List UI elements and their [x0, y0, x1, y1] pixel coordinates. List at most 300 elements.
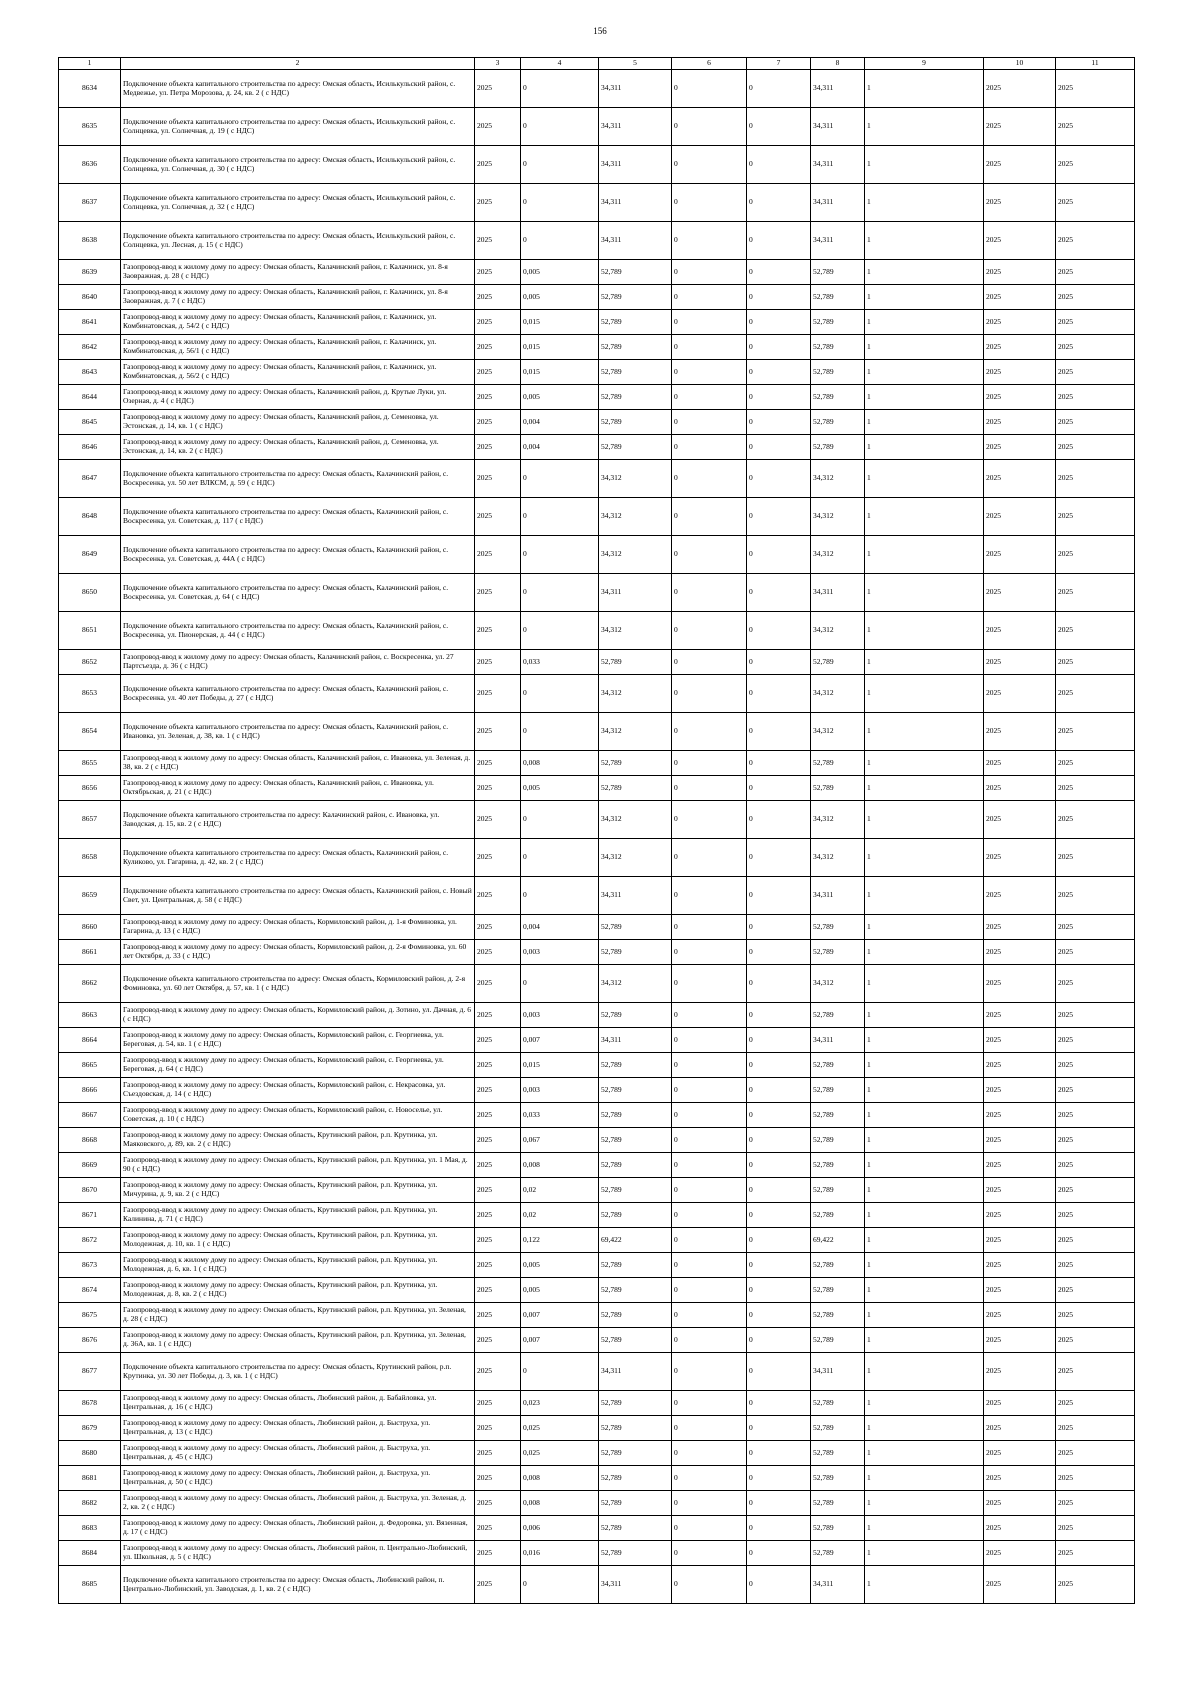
table-row	[59, 310, 1135, 335]
quantity: 1	[865, 940, 984, 965]
year: 2025	[475, 1391, 521, 1416]
year: 2025	[475, 222, 521, 260]
length-km: 0	[521, 713, 599, 751]
start-year: 2025	[984, 877, 1056, 915]
cost-col7: 0	[747, 801, 811, 839]
quantity: 1	[865, 1228, 984, 1253]
cost-total: 34,311	[599, 1566, 672, 1604]
year: 2025	[475, 1278, 521, 1303]
row-number: 8673	[59, 1253, 121, 1278]
object-name: Подключение объекта капитального строительства по адресу: Омская область, Калачинский район, с. Воскресенка, ул. Пионерская, д. 44 ( с НДС)	[121, 612, 475, 650]
cost-total: 34,312	[599, 713, 672, 751]
row-number: 8636	[59, 146, 121, 184]
table-row	[59, 1128, 1135, 1153]
quantity: 1	[865, 498, 984, 536]
quantity: 1	[865, 1416, 984, 1441]
row-number: 8678	[59, 1391, 121, 1416]
cost-col8: 52,789	[811, 1278, 865, 1303]
table-row	[59, 612, 1135, 650]
start-year: 2025	[984, 498, 1056, 536]
quantity: 1	[865, 260, 984, 285]
row-number: 8676	[59, 1328, 121, 1353]
year: 2025	[475, 1303, 521, 1328]
cost-col6: 0	[672, 385, 747, 410]
row-number: 8655	[59, 751, 121, 776]
start-year: 2025	[984, 1303, 1056, 1328]
length-km: 0,003	[521, 1078, 599, 1103]
quantity: 1	[865, 385, 984, 410]
object-name: Газопровод-ввод к жилому дому по адресу: Омская область, Кормиловский район, д. 1-я Фоминовка, ул. Гагарина, д. 13 ( с НДС)	[121, 915, 475, 940]
table-row	[59, 385, 1135, 410]
object-name: Газопровод-ввод к жилому дому по адресу: Омская область, Крутинский район, р.п. Крутинка, ул. Молодежная, д. 8, кв. 2 ( с НДС)	[121, 1278, 475, 1303]
cost-col7: 0	[747, 1278, 811, 1303]
end-year: 2025	[1056, 1328, 1135, 1353]
end-year: 2025	[1056, 260, 1135, 285]
start-year: 2025	[984, 260, 1056, 285]
quantity: 1	[865, 410, 984, 435]
cost-total: 52,789	[599, 385, 672, 410]
year: 2025	[475, 1203, 521, 1228]
start-year: 2025	[984, 385, 1056, 410]
object-name: Газопровод-ввод к жилому дому по адресу: Омская область, Любинский район, д. Быструха, ул. Центральная, д. 13 ( с НДС)	[121, 1416, 475, 1441]
cost-col7: 0	[747, 1178, 811, 1203]
cost-total: 52,789	[599, 776, 672, 801]
start-year: 2025	[984, 713, 1056, 751]
year: 2025	[475, 1566, 521, 1604]
start-year: 2025	[984, 1466, 1056, 1491]
end-year: 2025	[1056, 713, 1135, 751]
column-header: 1	[59, 58, 121, 70]
cost-col8: 34,312	[811, 498, 865, 536]
cost-col7: 0	[747, 184, 811, 222]
length-km: 0,015	[521, 335, 599, 360]
quantity: 1	[865, 460, 984, 498]
cost-col8: 52,789	[811, 1441, 865, 1466]
table-row	[59, 70, 1135, 108]
cost-col8: 52,789	[811, 1253, 865, 1278]
row-number: 8667	[59, 1103, 121, 1128]
row-number: 8672	[59, 1228, 121, 1253]
table-row	[59, 776, 1135, 801]
cost-col8: 34,311	[811, 877, 865, 915]
cost-col7: 0	[747, 915, 811, 940]
start-year: 2025	[984, 1028, 1056, 1053]
cost-col8: 34,311	[811, 574, 865, 612]
cost-col8: 52,789	[811, 1078, 865, 1103]
object-name: Газопровод-ввод к жилому дому по адресу: Омская область, Калачинский район, г. Калачинск, ул. Комбинатовская, д. 54/2 ( с НДС)	[121, 310, 475, 335]
object-name: Подключение объекта капитального строительства по адресу: Омская область, Исилькульский район, с. Медвежье, ул. Петра Морозова, д. 24, кв. 2 ( с НДС)	[121, 70, 475, 108]
cost-total: 34,311	[599, 877, 672, 915]
year: 2025	[475, 1028, 521, 1053]
length-km: 0	[521, 574, 599, 612]
length-km: 0	[521, 146, 599, 184]
object-name: Газопровод-ввод к жилому дому по адресу: Омская область, Крутинский район, р.п. Крутинка, ул. 1 Мая, д. 90 ( с НДС)	[121, 1153, 475, 1178]
object-name: Газопровод-ввод к жилому дому по адресу: Омская область, Калачинский район, д. Крутые Луки, ул. Озерная, д. 4 ( с НДС)	[121, 385, 475, 410]
row-number: 8645	[59, 410, 121, 435]
end-year: 2025	[1056, 410, 1135, 435]
cost-col7: 0	[747, 222, 811, 260]
length-km: 0,008	[521, 1153, 599, 1178]
cost-col6: 0	[672, 1466, 747, 1491]
cost-col8: 52,789	[811, 385, 865, 410]
cost-col7: 0	[747, 965, 811, 1003]
end-year: 2025	[1056, 940, 1135, 965]
end-year: 2025	[1056, 1391, 1135, 1416]
year: 2025	[475, 1353, 521, 1391]
cost-col6: 0	[672, 965, 747, 1003]
quantity: 1	[865, 1441, 984, 1466]
cost-col8: 52,789	[811, 1153, 865, 1178]
quantity: 1	[865, 1153, 984, 1178]
table-row	[59, 1441, 1135, 1466]
length-km: 0,004	[521, 410, 599, 435]
cost-col7: 0	[747, 675, 811, 713]
end-year: 2025	[1056, 776, 1135, 801]
row-number: 8660	[59, 915, 121, 940]
cost-col6: 0	[672, 1128, 747, 1153]
length-km: 0,033	[521, 650, 599, 675]
start-year: 2025	[984, 335, 1056, 360]
quantity: 1	[865, 1491, 984, 1516]
quantity: 1	[865, 574, 984, 612]
cost-col6: 0	[672, 713, 747, 751]
end-year: 2025	[1056, 310, 1135, 335]
row-number: 8640	[59, 285, 121, 310]
quantity: 1	[865, 310, 984, 335]
column-header: 6	[672, 58, 747, 70]
cost-col7: 0	[747, 385, 811, 410]
end-year: 2025	[1056, 184, 1135, 222]
end-year: 2025	[1056, 1441, 1135, 1466]
end-year: 2025	[1056, 1153, 1135, 1178]
length-km: 0,016	[521, 1541, 599, 1566]
object-name: Газопровод-ввод к жилому дому по адресу: Омская область, Крутинский район, р.п. Крутинка, ул. Маяковского, д. 89, кв. 2 ( с НДС)	[121, 1128, 475, 1153]
cost-total: 52,789	[599, 1491, 672, 1516]
cost-col8: 52,789	[811, 1203, 865, 1228]
object-name: Подключение объекта капитального строительства по адресу: Омская область, Исилькульский район, с. Солнцевка, ул. Солнечная, д. 30 ( с НДС)	[121, 146, 475, 184]
row-number: 8641	[59, 310, 121, 335]
length-km: 0,007	[521, 1303, 599, 1328]
start-year: 2025	[984, 1416, 1056, 1441]
end-year: 2025	[1056, 1491, 1135, 1516]
start-year: 2025	[984, 1278, 1056, 1303]
cost-total: 52,789	[599, 260, 672, 285]
investment-table	[58, 57, 1135, 1604]
cost-col6: 0	[672, 675, 747, 713]
cost-col6: 0	[672, 1253, 747, 1278]
object-name: Газопровод-ввод к жилому дому по адресу: Омская область, Калачинский район, д. Семеновка, ул. Эстонская, д. 14, кв. 2 ( с НДС)	[121, 435, 475, 460]
quantity: 1	[865, 965, 984, 1003]
cost-col6: 0	[672, 460, 747, 498]
quantity: 1	[865, 536, 984, 574]
column-header: 11	[1056, 58, 1135, 70]
table-row	[59, 1391, 1135, 1416]
cost-total: 52,789	[599, 1416, 672, 1441]
cost-col6: 0	[672, 410, 747, 435]
cost-total: 52,789	[599, 1178, 672, 1203]
end-year: 2025	[1056, 1203, 1135, 1228]
end-year: 2025	[1056, 1003, 1135, 1028]
year: 2025	[475, 776, 521, 801]
cost-col8: 52,789	[811, 1541, 865, 1566]
cost-total: 52,789	[599, 1153, 672, 1178]
row-number: 8642	[59, 335, 121, 360]
quantity: 1	[865, 1203, 984, 1228]
length-km: 0,008	[521, 751, 599, 776]
start-year: 2025	[984, 108, 1056, 146]
cost-col7: 0	[747, 1466, 811, 1491]
object-name: Газопровод-ввод к жилому дому по адресу: Омская область, Любинский район, д. Быструха, ул. Центральная, д. 50 ( с НДС)	[121, 1466, 475, 1491]
row-number: 8634	[59, 70, 121, 108]
row-number: 8656	[59, 776, 121, 801]
year: 2025	[475, 965, 521, 1003]
year: 2025	[475, 1053, 521, 1078]
row-number: 8683	[59, 1516, 121, 1541]
quantity: 1	[865, 1028, 984, 1053]
object-name: Подключение объекта капитального строительства по адресу: Омская область, Калачинский район, с. Куликово, ул. Гагарина, д. 42, кв. 2 ( с НДС)	[121, 839, 475, 877]
end-year: 2025	[1056, 146, 1135, 184]
cost-col8: 34,312	[811, 612, 865, 650]
cost-col6: 0	[672, 1541, 747, 1566]
start-year: 2025	[984, 1441, 1056, 1466]
year: 2025	[475, 385, 521, 410]
object-name: Газопровод-ввод к жилому дому по адресу: Омская область, Крутинский район, р.п. Крутинка, ул. Зеленая, д. 28 ( с НДС)	[121, 1303, 475, 1328]
end-year: 2025	[1056, 108, 1135, 146]
cost-col8: 52,789	[811, 940, 865, 965]
end-year: 2025	[1056, 1053, 1135, 1078]
column-header: 5	[599, 58, 672, 70]
start-year: 2025	[984, 410, 1056, 435]
year: 2025	[475, 108, 521, 146]
table-row	[59, 498, 1135, 536]
cost-total: 52,789	[599, 1078, 672, 1103]
cost-col6: 0	[672, 1003, 747, 1028]
column-header-row	[59, 58, 1135, 70]
cost-col7: 0	[747, 260, 811, 285]
length-km: 0	[521, 612, 599, 650]
cost-col7: 0	[747, 877, 811, 915]
row-number: 8646	[59, 435, 121, 460]
length-km: 0	[521, 1353, 599, 1391]
year: 2025	[475, 1416, 521, 1441]
cost-total: 52,789	[599, 1391, 672, 1416]
table-row	[59, 675, 1135, 713]
quantity: 1	[865, 360, 984, 385]
cost-col7: 0	[747, 574, 811, 612]
length-km: 0	[521, 70, 599, 108]
year: 2025	[475, 877, 521, 915]
end-year: 2025	[1056, 1028, 1135, 1053]
year: 2025	[475, 1491, 521, 1516]
table-row	[59, 1466, 1135, 1491]
cost-total: 52,789	[599, 310, 672, 335]
end-year: 2025	[1056, 435, 1135, 460]
cost-col8: 34,312	[811, 713, 865, 751]
end-year: 2025	[1056, 385, 1135, 410]
object-name: Подключение объекта капитального строительства по адресу: Омская область, Калачинский район, с. Ивановка, ул. Зеленая, д. 38, кв. 1 ( с НДС)	[121, 713, 475, 751]
row-number: 8665	[59, 1053, 121, 1078]
start-year: 2025	[984, 146, 1056, 184]
object-name: Газопровод-ввод к жилому дому по адресу: Омская область, Крутинский район, р.п. Крутинка, ул. Зеленая, д. 36А, кв. 1 ( с НДС)	[121, 1328, 475, 1353]
object-name: Газопровод-ввод к жилому дому по адресу: Омская область, Кормиловский район, д. Зотино, ул. Дачная, д. 6 ( с НДС)	[121, 1003, 475, 1028]
object-name: Газопровод-ввод к жилому дому по адресу: Омская область, Любинский район, д. Быструха, ул. Зеленая, д. 2, кв. 2 ( с НДС)	[121, 1491, 475, 1516]
cost-col8: 34,311	[811, 1028, 865, 1053]
cost-col7: 0	[747, 1103, 811, 1128]
cost-total: 34,311	[599, 574, 672, 612]
cost-total: 34,312	[599, 675, 672, 713]
quantity: 1	[865, 70, 984, 108]
start-year: 2025	[984, 310, 1056, 335]
start-year: 2025	[984, 612, 1056, 650]
start-year: 2025	[984, 1153, 1056, 1178]
start-year: 2025	[984, 70, 1056, 108]
object-name: Газопровод-ввод к жилому дому по адресу: Омская область, Кормиловский район, с. Новоселье, ул. Советская, д. 10 ( с НДС)	[121, 1103, 475, 1128]
cost-total: 34,312	[599, 612, 672, 650]
start-year: 2025	[984, 1078, 1056, 1103]
cost-total: 52,789	[599, 1103, 672, 1128]
year: 2025	[475, 1516, 521, 1541]
cost-total: 52,789	[599, 915, 672, 940]
cost-total: 34,312	[599, 498, 672, 536]
cost-col6: 0	[672, 751, 747, 776]
cost-col6: 0	[672, 1053, 747, 1078]
cost-col8: 34,311	[811, 1566, 865, 1604]
start-year: 2025	[984, 839, 1056, 877]
length-km: 0	[521, 184, 599, 222]
quantity: 1	[865, 1303, 984, 1328]
cost-col7: 0	[747, 839, 811, 877]
cost-col7: 0	[747, 713, 811, 751]
row-number: 8649	[59, 536, 121, 574]
cost-col6: 0	[672, 1278, 747, 1303]
length-km: 0,005	[521, 260, 599, 285]
quantity: 1	[865, 801, 984, 839]
quantity: 1	[865, 1541, 984, 1566]
end-year: 2025	[1056, 460, 1135, 498]
year: 2025	[475, 335, 521, 360]
cost-col6: 0	[672, 498, 747, 536]
start-year: 2025	[984, 184, 1056, 222]
object-name: Газопровод-ввод к жилому дому по адресу: Омская область, Калачинский район, с. Воскресенка, ул. 27 Партсъезда, д. 36 ( с НДС)	[121, 650, 475, 675]
object-name: Газопровод-ввод к жилому дому по адресу: Омская область, Кормиловский район, с. Георгиевка, ул. Береговая, д. 64 ( с НДС)	[121, 1053, 475, 1078]
start-year: 2025	[984, 1566, 1056, 1604]
table-row	[59, 1103, 1135, 1128]
row-number: 8668	[59, 1128, 121, 1153]
year: 2025	[475, 751, 521, 776]
cost-col8: 69,422	[811, 1228, 865, 1253]
cost-col8: 52,789	[811, 335, 865, 360]
end-year: 2025	[1056, 70, 1135, 108]
table-row	[59, 650, 1135, 675]
year: 2025	[475, 1078, 521, 1103]
start-year: 2025	[984, 1053, 1056, 1078]
cost-col6: 0	[672, 222, 747, 260]
end-year: 2025	[1056, 915, 1135, 940]
column-header: 7	[747, 58, 811, 70]
object-name: Газопровод-ввод к жилому дому по адресу: Омская область, Любинский район, д. Быструха, ул. Центральная, д. 45 ( с НДС)	[121, 1441, 475, 1466]
row-number: 8637	[59, 184, 121, 222]
table-row	[59, 184, 1135, 222]
year: 2025	[475, 1541, 521, 1566]
cost-col8: 52,789	[811, 1491, 865, 1516]
length-km: 0	[521, 1566, 599, 1604]
length-km: 0,023	[521, 1391, 599, 1416]
year: 2025	[475, 1178, 521, 1203]
cost-col7: 0	[747, 1003, 811, 1028]
quantity: 1	[865, 146, 984, 184]
cost-col6: 0	[672, 260, 747, 285]
table-row	[59, 360, 1135, 385]
cost-col7: 0	[747, 1328, 811, 1353]
quantity: 1	[865, 877, 984, 915]
cost-col8: 52,789	[811, 1178, 865, 1203]
cost-col6: 0	[672, 1228, 747, 1253]
year: 2025	[475, 460, 521, 498]
row-number: 8657	[59, 801, 121, 839]
object-name: Подключение объекта капитального строительства по адресу: Омская область, Калачинский район, с. Воскресенка, ул. Советская, д. 64 ( с НДС)	[121, 574, 475, 612]
cost-col6: 0	[672, 1178, 747, 1203]
cost-col8: 52,789	[811, 1516, 865, 1541]
cost-col6: 0	[672, 184, 747, 222]
object-name: Подключение объекта капитального строительства по адресу: Омская область, Исилькульский район, с. Солнцевка, ул. Лесная, д. 15 ( с НДС)	[121, 222, 475, 260]
cost-col8: 52,789	[811, 1128, 865, 1153]
start-year: 2025	[984, 536, 1056, 574]
cost-col6: 0	[672, 1103, 747, 1128]
length-km: 0,067	[521, 1128, 599, 1153]
table-row	[59, 1028, 1135, 1053]
row-number: 8662	[59, 965, 121, 1003]
row-number: 8679	[59, 1416, 121, 1441]
start-year: 2025	[984, 1228, 1056, 1253]
start-year: 2025	[984, 1541, 1056, 1566]
table-row	[59, 222, 1135, 260]
year: 2025	[475, 360, 521, 385]
length-km: 0,005	[521, 1278, 599, 1303]
cost-col7: 0	[747, 1516, 811, 1541]
end-year: 2025	[1056, 1178, 1135, 1203]
cost-total: 69,422	[599, 1228, 672, 1253]
page-number: 156	[593, 26, 607, 36]
cost-col7: 0	[747, 1441, 811, 1466]
column-header: 9	[865, 58, 984, 70]
column-header: 3	[475, 58, 521, 70]
table-row	[59, 108, 1135, 146]
cost-total: 52,789	[599, 1053, 672, 1078]
cost-col8: 52,789	[811, 1416, 865, 1441]
cost-col8: 52,789	[811, 260, 865, 285]
length-km: 0,015	[521, 310, 599, 335]
cost-total: 52,789	[599, 1541, 672, 1566]
row-number: 8639	[59, 260, 121, 285]
end-year: 2025	[1056, 965, 1135, 1003]
row-number: 8661	[59, 940, 121, 965]
quantity: 1	[865, 1391, 984, 1416]
object-name: Газопровод-ввод к жилому дому по адресу: Омская область, Калачинский район, с. Ивановка, ул. Октябрьская, д. 21 ( с НДС)	[121, 776, 475, 801]
cost-col6: 0	[672, 1441, 747, 1466]
row-number: 8669	[59, 1153, 121, 1178]
cost-col6: 0	[672, 801, 747, 839]
length-km: 0,008	[521, 1466, 599, 1491]
quantity: 1	[865, 1003, 984, 1028]
row-number: 8680	[59, 1441, 121, 1466]
start-year: 2025	[984, 1103, 1056, 1128]
cost-col6: 0	[672, 285, 747, 310]
end-year: 2025	[1056, 1466, 1135, 1491]
object-name: Подключение объекта капитального строительства по адресу: Калачинский район, с. Ивановка, ул. Заводская, д. 15, кв. 2 ( с НДС)	[121, 801, 475, 839]
cost-col8: 34,312	[811, 675, 865, 713]
cost-col7: 0	[747, 410, 811, 435]
length-km: 0,025	[521, 1416, 599, 1441]
